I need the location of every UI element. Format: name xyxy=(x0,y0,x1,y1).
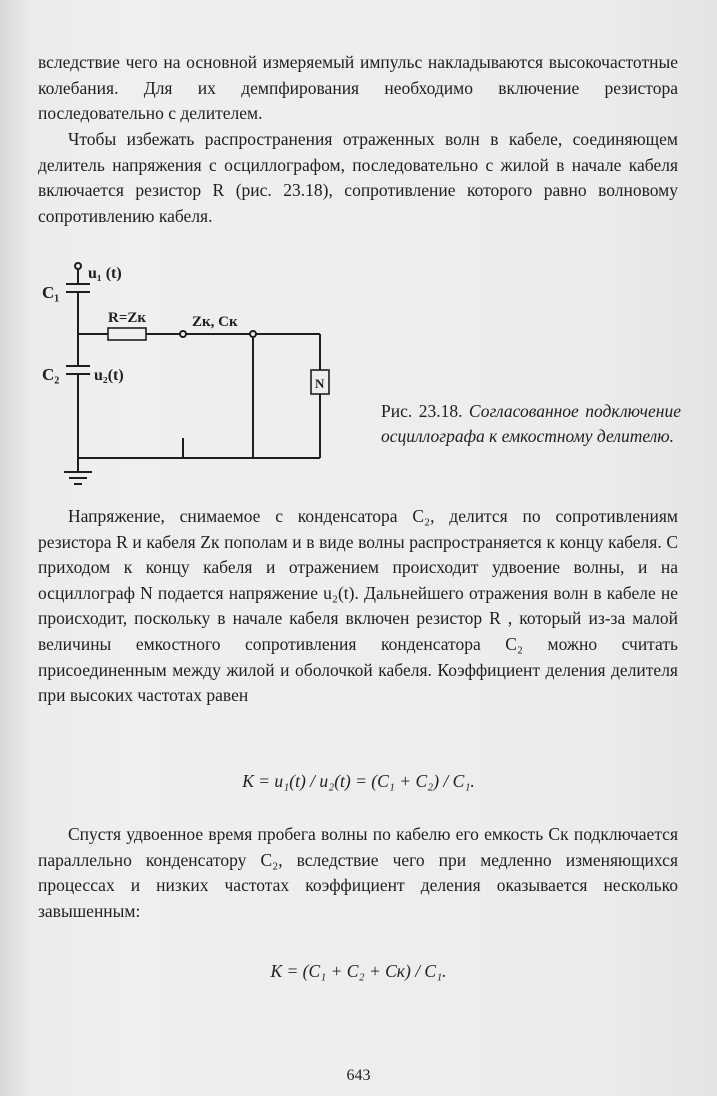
paragraph-2: Чтобы избежать распространения отраженных волн в кабеле, соединяющем делитель напряжения с осциллографом, последовательно с жилой в начале кабеля включается резистор R (рис. 23.18), сопротивление которого равно волновому сопротивлению кабеля. xyxy=(38,129,678,226)
u2-label: u₂(t) xyxy=(94,367,124,384)
paragraph-1: вследствие чего на основной измеряемый импульс накладываются высокочастотные колебания. Для их демпфирования необходимо включение резистора последовательно с делителем. xyxy=(38,52,678,124)
page-number: 643 xyxy=(346,1067,371,1084)
paragraph-3: Напряжение, снимаемое с конденсатора C₂, делится по сопротивлениям резистора R и кабеля Zк пополам и в виде волны распространяется к концу кабеля. С приходом к концу кабеля и отражением происходит удвоение волны, и на осциллограф N подается напряжение u₂(t). Дальнейшего отражения волн в кабеле не происходит, поскольку в начале кабеля включен резистор R , который из-за малой величины емкостного сопротивления конденсатора C₂ можно считать присоединенным между жилой и оболочкой кабеля. Коэффициент деления делителя при высоких частотах равен xyxy=(38,506,678,706)
resistor-label: R=Zк xyxy=(108,310,147,326)
caption-text: Согласованное подключение осциллографа к емкостному делителю. xyxy=(381,401,681,446)
c2-label: C₂ xyxy=(42,365,60,384)
c1-label: C₁ xyxy=(42,283,60,302)
cable-label: Zк, Cк xyxy=(192,314,238,330)
figure-caption xyxy=(381,399,681,449)
formula-1: K = u₁(t) / u₂(t) = (C₁ + C₂) / C₁. xyxy=(242,771,475,791)
caption-prefix: Рис. 23.18. xyxy=(381,401,463,421)
oscilloscope-label: N xyxy=(315,376,325,391)
circuit-diagram xyxy=(36,258,336,498)
formula-2: K = (C₁ + C₂ + Cк) / C₁. xyxy=(270,961,447,981)
paragraph-4: Спустя удвоенное время пробега волны по кабелю его емкость Cк подключается параллельно конденсатору C₂, вследствие чего при медленно изменяющихся процессах и низких частотах коэффициент деления оказывается несколько завышенным: xyxy=(38,824,678,921)
u1-label: u₁ (t) xyxy=(88,265,122,282)
